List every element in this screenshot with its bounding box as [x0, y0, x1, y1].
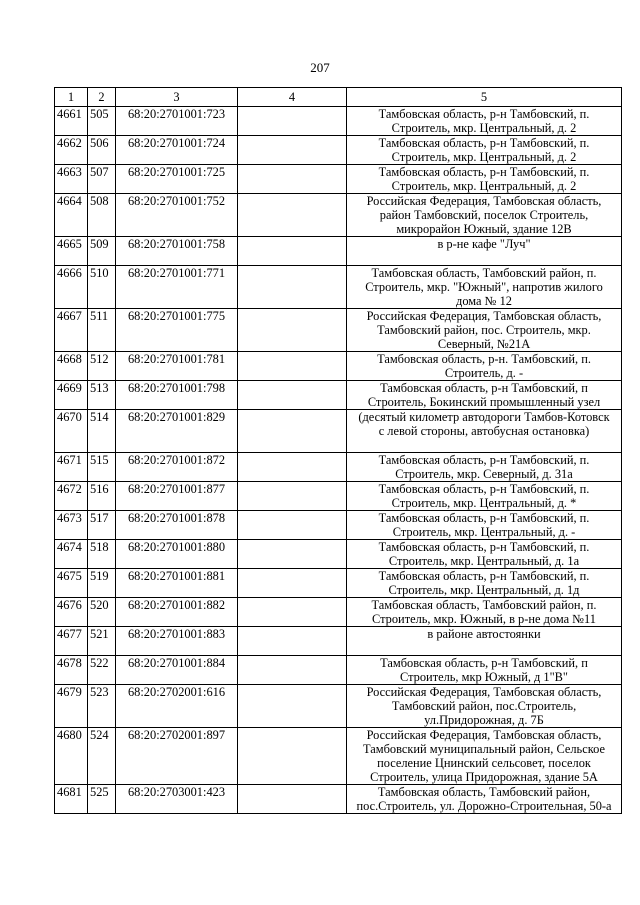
- item-number: 506: [88, 136, 116, 165]
- row-number: 4668: [55, 352, 88, 381]
- column-4-cell: [238, 237, 347, 266]
- cadastral-number: 68:20:2701001:877: [116, 482, 238, 511]
- table-row: [55, 453, 622, 482]
- address-line: Тамбовская область, Тамбовский район, п.: [371, 266, 597, 280]
- row-number: 4663: [55, 165, 88, 194]
- address-line: Строитель, улица Придорожная, здание 5А: [370, 770, 598, 784]
- item-number: 515: [88, 453, 116, 482]
- column-4-cell: [238, 540, 347, 569]
- item-number: 519: [88, 569, 116, 598]
- item-number: 509: [88, 237, 116, 266]
- item-number: 525: [88, 785, 116, 814]
- table-row: [55, 136, 622, 165]
- cadastral-number: 68:20:2701001:781: [116, 352, 238, 381]
- column-4-cell: [238, 309, 347, 352]
- column-4-cell: [238, 685, 347, 728]
- column-4-cell: [238, 482, 347, 511]
- address-cell: [347, 352, 622, 381]
- address-line: микрорайон Южный, здание 12В: [396, 222, 572, 236]
- table-row: [55, 728, 622, 785]
- address-line: ул.Придорожная, д. 7Б: [424, 713, 544, 727]
- cadastral-number: 68:20:2701001:723: [116, 107, 238, 136]
- address-line: Строитель, мкр Южный, д 1"В": [400, 670, 568, 684]
- address-line: Строитель, мкр. Центральный, д. 2: [391, 121, 577, 135]
- address-line: район Тамбовский, поселок Строитель,: [379, 208, 589, 222]
- item-number: 505: [88, 107, 116, 136]
- address-line: Тамбовский район, пос. Строитель, мкр.: [377, 323, 591, 337]
- address-cell: [347, 309, 622, 352]
- address-line: Тамбовская область, Тамбовский район, п.: [371, 598, 597, 612]
- page-number: 207: [310, 60, 330, 75]
- cadastral-number: 68:20:2701001:752: [116, 194, 238, 237]
- address-line: Строитель, мкр. Центральный, д. *: [391, 496, 577, 510]
- item-number: 516: [88, 482, 116, 511]
- address-line: Тамбовская область, р-н Тамбовский, п.: [378, 165, 590, 179]
- table-row: [55, 656, 622, 685]
- column-4-cell: [238, 598, 347, 627]
- row-number: 4678: [55, 656, 88, 685]
- cadastral-number: 68:20:2701001:771: [116, 266, 238, 309]
- column-header: 1: [55, 88, 88, 107]
- cadastral-number: 68:20:2701001:878: [116, 511, 238, 540]
- item-number: 523: [88, 685, 116, 728]
- address-line: Российская Федерация, Тамбовская область,: [366, 309, 602, 323]
- address-cell: [347, 569, 622, 598]
- column-4-cell: [238, 410, 347, 453]
- item-number: 511: [88, 309, 116, 352]
- row-number: 4661: [55, 107, 88, 136]
- column-4-cell: [238, 453, 347, 482]
- item-number: 508: [88, 194, 116, 237]
- cadastral-number: 68:20:2701001:775: [116, 309, 238, 352]
- table-row: [55, 266, 622, 309]
- address-line: Строитель, мкр. Центральный, д. 2: [391, 179, 577, 193]
- cadastral-number: 68:20:2701001:880: [116, 540, 238, 569]
- row-number: 4664: [55, 194, 88, 237]
- table-row: [55, 785, 622, 814]
- row-number: 4672: [55, 482, 88, 511]
- column-4-cell: [238, 627, 347, 656]
- row-number: 4681: [55, 785, 88, 814]
- item-number: 522: [88, 656, 116, 685]
- cadastral-number: 68:20:2701001:724: [116, 136, 238, 165]
- row-number: 4677: [55, 627, 88, 656]
- table-row: [55, 381, 622, 410]
- address-line: Строитель, д. -: [444, 366, 524, 380]
- cadastral-number: 68:20:2701001:758: [116, 237, 238, 266]
- address-line: дома № 12: [456, 294, 512, 308]
- column-4-cell: [238, 656, 347, 685]
- row-number: 4676: [55, 598, 88, 627]
- table-row: [55, 482, 622, 511]
- table-row: [55, 237, 622, 266]
- cadastral-number: 68:20:2702001:897: [116, 728, 238, 785]
- table-row: [55, 627, 622, 656]
- column-4-cell: [238, 785, 347, 814]
- address-cell: [347, 482, 622, 511]
- item-number: 518: [88, 540, 116, 569]
- address-line: Тамбовский район, пос.Строитель,: [391, 699, 577, 713]
- table-row: [55, 511, 622, 540]
- column-4-cell: [238, 107, 347, 136]
- address-cell: [347, 107, 622, 136]
- address-cell: [347, 165, 622, 194]
- address-line: Строитель, Бокинский промышленный узел: [367, 395, 601, 409]
- row-number: 4662: [55, 136, 88, 165]
- table-row: [55, 194, 622, 237]
- address-line: Российская Федерация, Тамбовская область,: [366, 685, 602, 699]
- address-cell: [347, 237, 622, 266]
- row-number: 4675: [55, 569, 88, 598]
- address-line: Российская Федерация, Тамбовская область,: [366, 728, 602, 742]
- cadastral-number: 68:20:2701001:883: [116, 627, 238, 656]
- address-line: Строитель, мкр. Центральный, д. -: [392, 525, 576, 539]
- row-number: 4680: [55, 728, 88, 785]
- address-line: поселение Цнинский сельсовет, поселок: [377, 756, 591, 770]
- table-row: [55, 309, 622, 352]
- address-line: Тамбовская область, р-н Тамбовский, п: [380, 381, 588, 395]
- row-number: 4679: [55, 685, 88, 728]
- address-cell: [347, 627, 622, 656]
- address-cell: [347, 136, 622, 165]
- address-cell: [347, 656, 622, 685]
- cadastral-number: 68:20:2701001:882: [116, 598, 238, 627]
- address-cell: [347, 266, 622, 309]
- address-line: в районе автостоянки: [427, 627, 541, 641]
- address-line: Строитель, мкр. Центральный, д. 1д: [388, 583, 580, 597]
- item-number: 507: [88, 165, 116, 194]
- row-number: 4674: [55, 540, 88, 569]
- address-line: Тамбовская область, р-н Тамбовский, п: [380, 656, 588, 670]
- header-row: [55, 88, 622, 107]
- address-cell: [347, 598, 622, 627]
- address-line: Тамбовская область, Тамбовский район,: [377, 785, 591, 799]
- row-number: 4671: [55, 453, 88, 482]
- column-4-cell: [238, 569, 347, 598]
- address-line: Строитель, мкр. Центральный, д. 1а: [388, 554, 580, 568]
- address-cell: [347, 685, 622, 728]
- address-line: в р-не кафе "Луч": [437, 237, 531, 251]
- address-cell: [347, 453, 622, 482]
- address-cell: [347, 511, 622, 540]
- item-number: 510: [88, 266, 116, 309]
- cadastral-number: 68:20:2701001:881: [116, 569, 238, 598]
- column-4-cell: [238, 194, 347, 237]
- address-line: Строитель, мкр. "Южный", напротив жилого: [365, 280, 603, 294]
- column-header: 4: [238, 88, 347, 107]
- column-4-cell: [238, 728, 347, 785]
- address-cell: [347, 194, 622, 237]
- row-number: 4669: [55, 381, 88, 410]
- column-4-cell: [238, 136, 347, 165]
- address-line: Тамбовская область, р-н Тамбовский, п.: [378, 107, 590, 121]
- address-cell: [347, 381, 622, 410]
- cadastral-number: 68:20:2701001:829: [116, 410, 238, 453]
- address-line: Строитель, мкр. Северный, д. 31а: [395, 467, 573, 481]
- table-row: [55, 352, 622, 381]
- column-4-cell: [238, 381, 347, 410]
- address-line: Российская Федерация, Тамбовская область,: [366, 194, 602, 208]
- address-line: Тамбовская область, р-н Тамбовский, п.: [378, 569, 590, 583]
- row-number: 4673: [55, 511, 88, 540]
- item-number: 512: [88, 352, 116, 381]
- address-line: с левой стороны, автобусная остановка): [378, 424, 590, 438]
- table-row: [55, 165, 622, 194]
- address-cell: [347, 410, 622, 453]
- table-row: [55, 540, 622, 569]
- row-number: 4665: [55, 237, 88, 266]
- table-row: [55, 569, 622, 598]
- table-row: [55, 685, 622, 728]
- address-line: Тамбовская область, р-н Тамбовский, п.: [378, 511, 590, 525]
- address-cell: [347, 785, 622, 814]
- address-line: Тамбовская область, р-н. Тамбовский, п.: [377, 352, 591, 366]
- address-cell: [347, 540, 622, 569]
- address-line: Северный, №21А: [437, 337, 531, 351]
- table-row: [55, 410, 622, 453]
- address-line: пос.Строитель, ул. Дорожно-Строительная, 50-а: [356, 799, 612, 813]
- cadastral-number: 68:20:2701001:884: [116, 656, 238, 685]
- table-row: [55, 598, 622, 627]
- column-4-cell: [238, 266, 347, 309]
- item-number: 520: [88, 598, 116, 627]
- cadastral-number: 68:20:2701001:798: [116, 381, 238, 410]
- address-line: Тамбовская область, р-н Тамбовский, п.: [378, 136, 590, 150]
- address-line: Строитель, мкр. Центральный, д. 2: [391, 150, 577, 164]
- column-header: 5: [347, 88, 622, 107]
- column-4-cell: [238, 352, 347, 381]
- cadastral-number: 68:20:2701001:872: [116, 453, 238, 482]
- item-number: 513: [88, 381, 116, 410]
- register-table: [54, 87, 622, 814]
- row-number: 4670: [55, 410, 88, 453]
- address-line: Строитель, мкр. Южный, в р-не дома №11: [372, 612, 596, 626]
- address-line: Тамбовская область, р-н Тамбовский, п.: [378, 453, 590, 467]
- item-number: 514: [88, 410, 116, 453]
- address-line: Тамбовская область, р-н Тамбовский, п.: [378, 540, 590, 554]
- row-number: 4666: [55, 266, 88, 309]
- column-4-cell: [238, 511, 347, 540]
- address-line: Тамбовский муниципальный район, Сельское: [363, 742, 605, 756]
- column-header: 2: [88, 88, 116, 107]
- column-header: 3: [116, 88, 238, 107]
- address-line: (десятый километр автодороги Тамбов-Котовск: [358, 410, 610, 424]
- item-number: 517: [88, 511, 116, 540]
- table-row: [55, 107, 622, 136]
- item-number: 521: [88, 627, 116, 656]
- cadastral-number: 68:20:2701001:725: [116, 165, 238, 194]
- item-number: 524: [88, 728, 116, 785]
- column-4-cell: [238, 165, 347, 194]
- address-cell: [347, 728, 622, 785]
- cadastral-number: 68:20:2703001:423: [116, 785, 238, 814]
- row-number: 4667: [55, 309, 88, 352]
- cadastral-number: 68:20:2702001:616: [116, 685, 238, 728]
- address-line: Тамбовская область, р-н Тамбовский, п.: [378, 482, 590, 496]
